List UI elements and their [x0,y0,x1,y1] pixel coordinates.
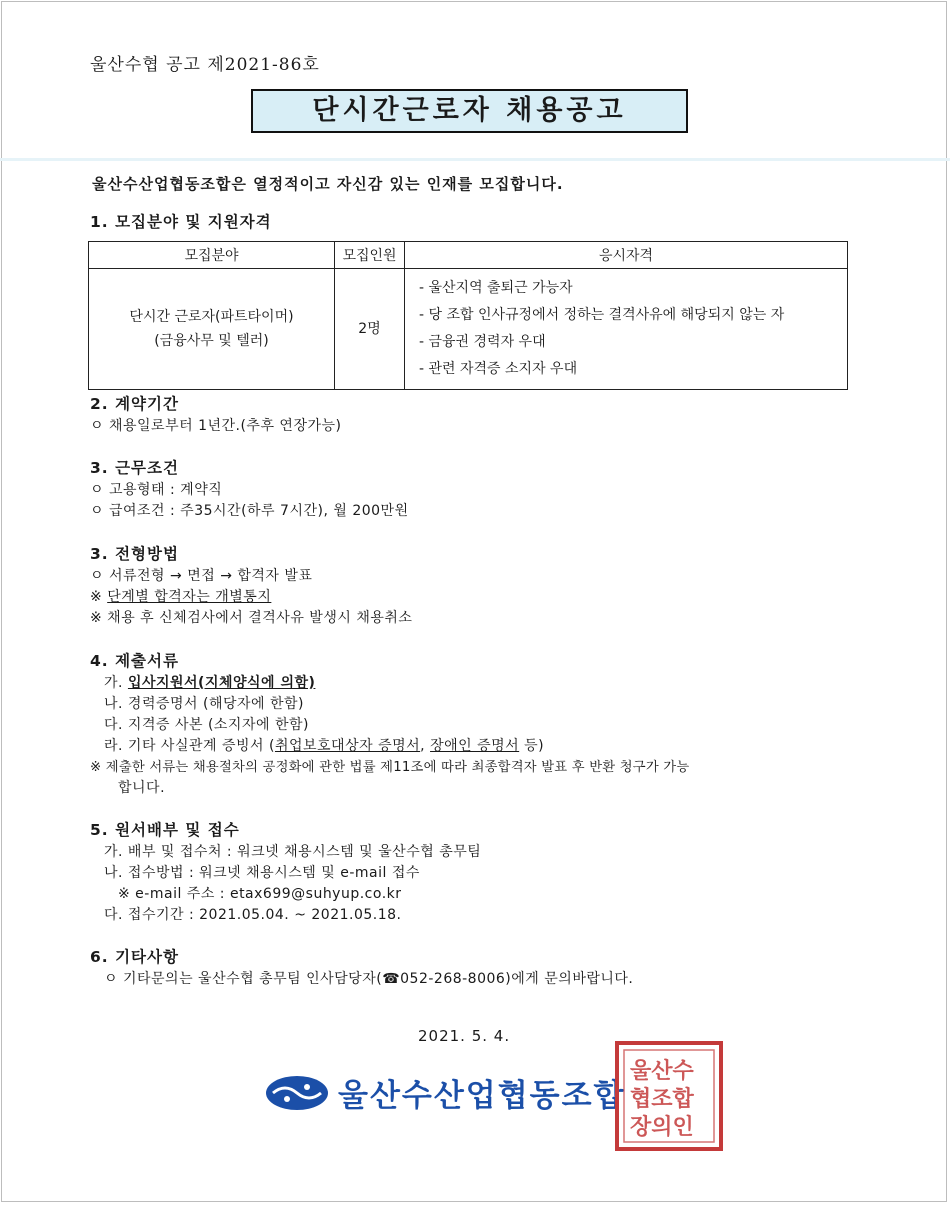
section3-heading: 3. 근무조건 [90,459,179,477]
intro-text: 울산수산업협동조합은 열정적이고 자신감 있는 인재를 모집합니다. [92,175,564,193]
recruitment-table [88,241,848,390]
section1-heading: 1. 모집분야 및 지원자격 [90,213,272,231]
document-title: 단시간근로자 채용공고 [251,89,688,133]
seal-text: 울산수 [630,1058,694,1084]
section5-heading: 5. 원서배부 및 접수 [90,821,240,839]
document-note-line2: 합니다. [118,780,166,796]
field-cell [89,269,335,390]
section2-heading: 2. 계약기간 [90,395,179,413]
item-underlined: 취업보호대상자 증명서 [274,738,421,754]
qualification-cell [405,269,848,390]
item-prefix: 라. 기타 사실관계 증빙서 ( [104,738,275,754]
field-line1: 단시간 근로자(파트타이머) [129,309,294,325]
section6-heading: 6. 기타사항 [90,948,179,966]
item-separator: , [420,738,431,754]
organization-name: 울산수산업협동조합 [338,1078,626,1114]
selection-note2: ※ 채용 후 신체검사에서 결격사유 발생시 채용취소 [90,610,413,626]
notice-number: 울산수협 공고 제2021-86호 [90,55,320,75]
document-item-na: 나. 경력증명서 (해당자에 한함) [104,696,305,712]
email-note: ※ e-mail 주소 : etax699@suhyup.co.kr [118,886,402,902]
document-item-da: 다. 지격증 사본 (소지자에 한함) [104,717,309,733]
document-note-line1: ※ 제출한 서류는 채용절차의 공정화에 관한 법률 제11조에 따라 최종합격자 발표 후 반환 청구가 가능 [90,760,690,775]
distribution-item: 가. 배부 및 접수처 : 워크넷 채용시스템 및 울산수협 총무팀 [104,844,482,860]
document-item-ra [104,735,544,755]
suhyup-logo-icon [265,1075,329,1111]
item-prefix: 가. [104,675,128,691]
qualification-item: - 관련 자격증 소지자 우대 [419,361,578,377]
col-header-field: 모집분야 [89,242,335,269]
qualification-item: - 울산지역 출퇴근 가능자 [419,280,573,296]
count-cell: 2명 [335,269,405,390]
qualification-item: - 당 조합 인사규정에서 정하는 결격사유에 해당되지 않는 자 [419,307,785,323]
col-header-qualification: 응시자격 [405,242,848,269]
selection-process-item: ㅇ 서류전형 → 면접 → 합격자 발표 [90,568,313,584]
submission-period-item: 다. 접수기간 : 2021.05.04. ~ 2021.05.18. [104,907,402,923]
selection-note1 [90,586,271,606]
item-underlined: 장애인 증명서 [430,738,520,754]
document-item-ga [104,672,315,692]
official-seal [614,1040,724,1152]
employment-type-item: ㅇ 고용형태 : 계약직 [90,482,223,498]
table-row [89,269,848,390]
contract-period-item: ㅇ 채용일로부터 1년간.(추후 연장가능) [90,418,342,434]
seal-text: 협조합 [630,1086,694,1112]
note-mark: ※ [90,589,108,605]
issue-date: 2021. 5. 4. [418,1027,511,1045]
note-text: 단계별 합격자는 개별통지 [107,589,272,605]
table-header-row [89,242,848,269]
inquiry-item: ㅇ 기타문의는 울산수협 총무팀 인사담당자(☎052-268-8006)에게 문의바랍니다. [104,971,634,987]
divider [0,158,950,161]
section-selection-heading: 3. 전형방법 [90,545,179,563]
field-line2: (금융사무 및 텔러) [154,333,269,349]
item-text: 입사지원서(지체양식에 의함) [127,675,316,691]
salary-item: ㅇ 급여조건 : 주35시간(하루 7시간), 월 200만원 [90,503,409,519]
seal-text: 장의인 [630,1114,694,1140]
section4-heading: 4. 제출서류 [90,652,179,670]
col-header-count: 모집인원 [335,242,405,269]
item-suffix: 등) [519,738,545,754]
qualification-item: - 금융권 경력자 우대 [419,334,546,350]
submission-method-item: 나. 접수방법 : 워크넷 채용시스템 및 e-mail 접수 [104,865,420,881]
